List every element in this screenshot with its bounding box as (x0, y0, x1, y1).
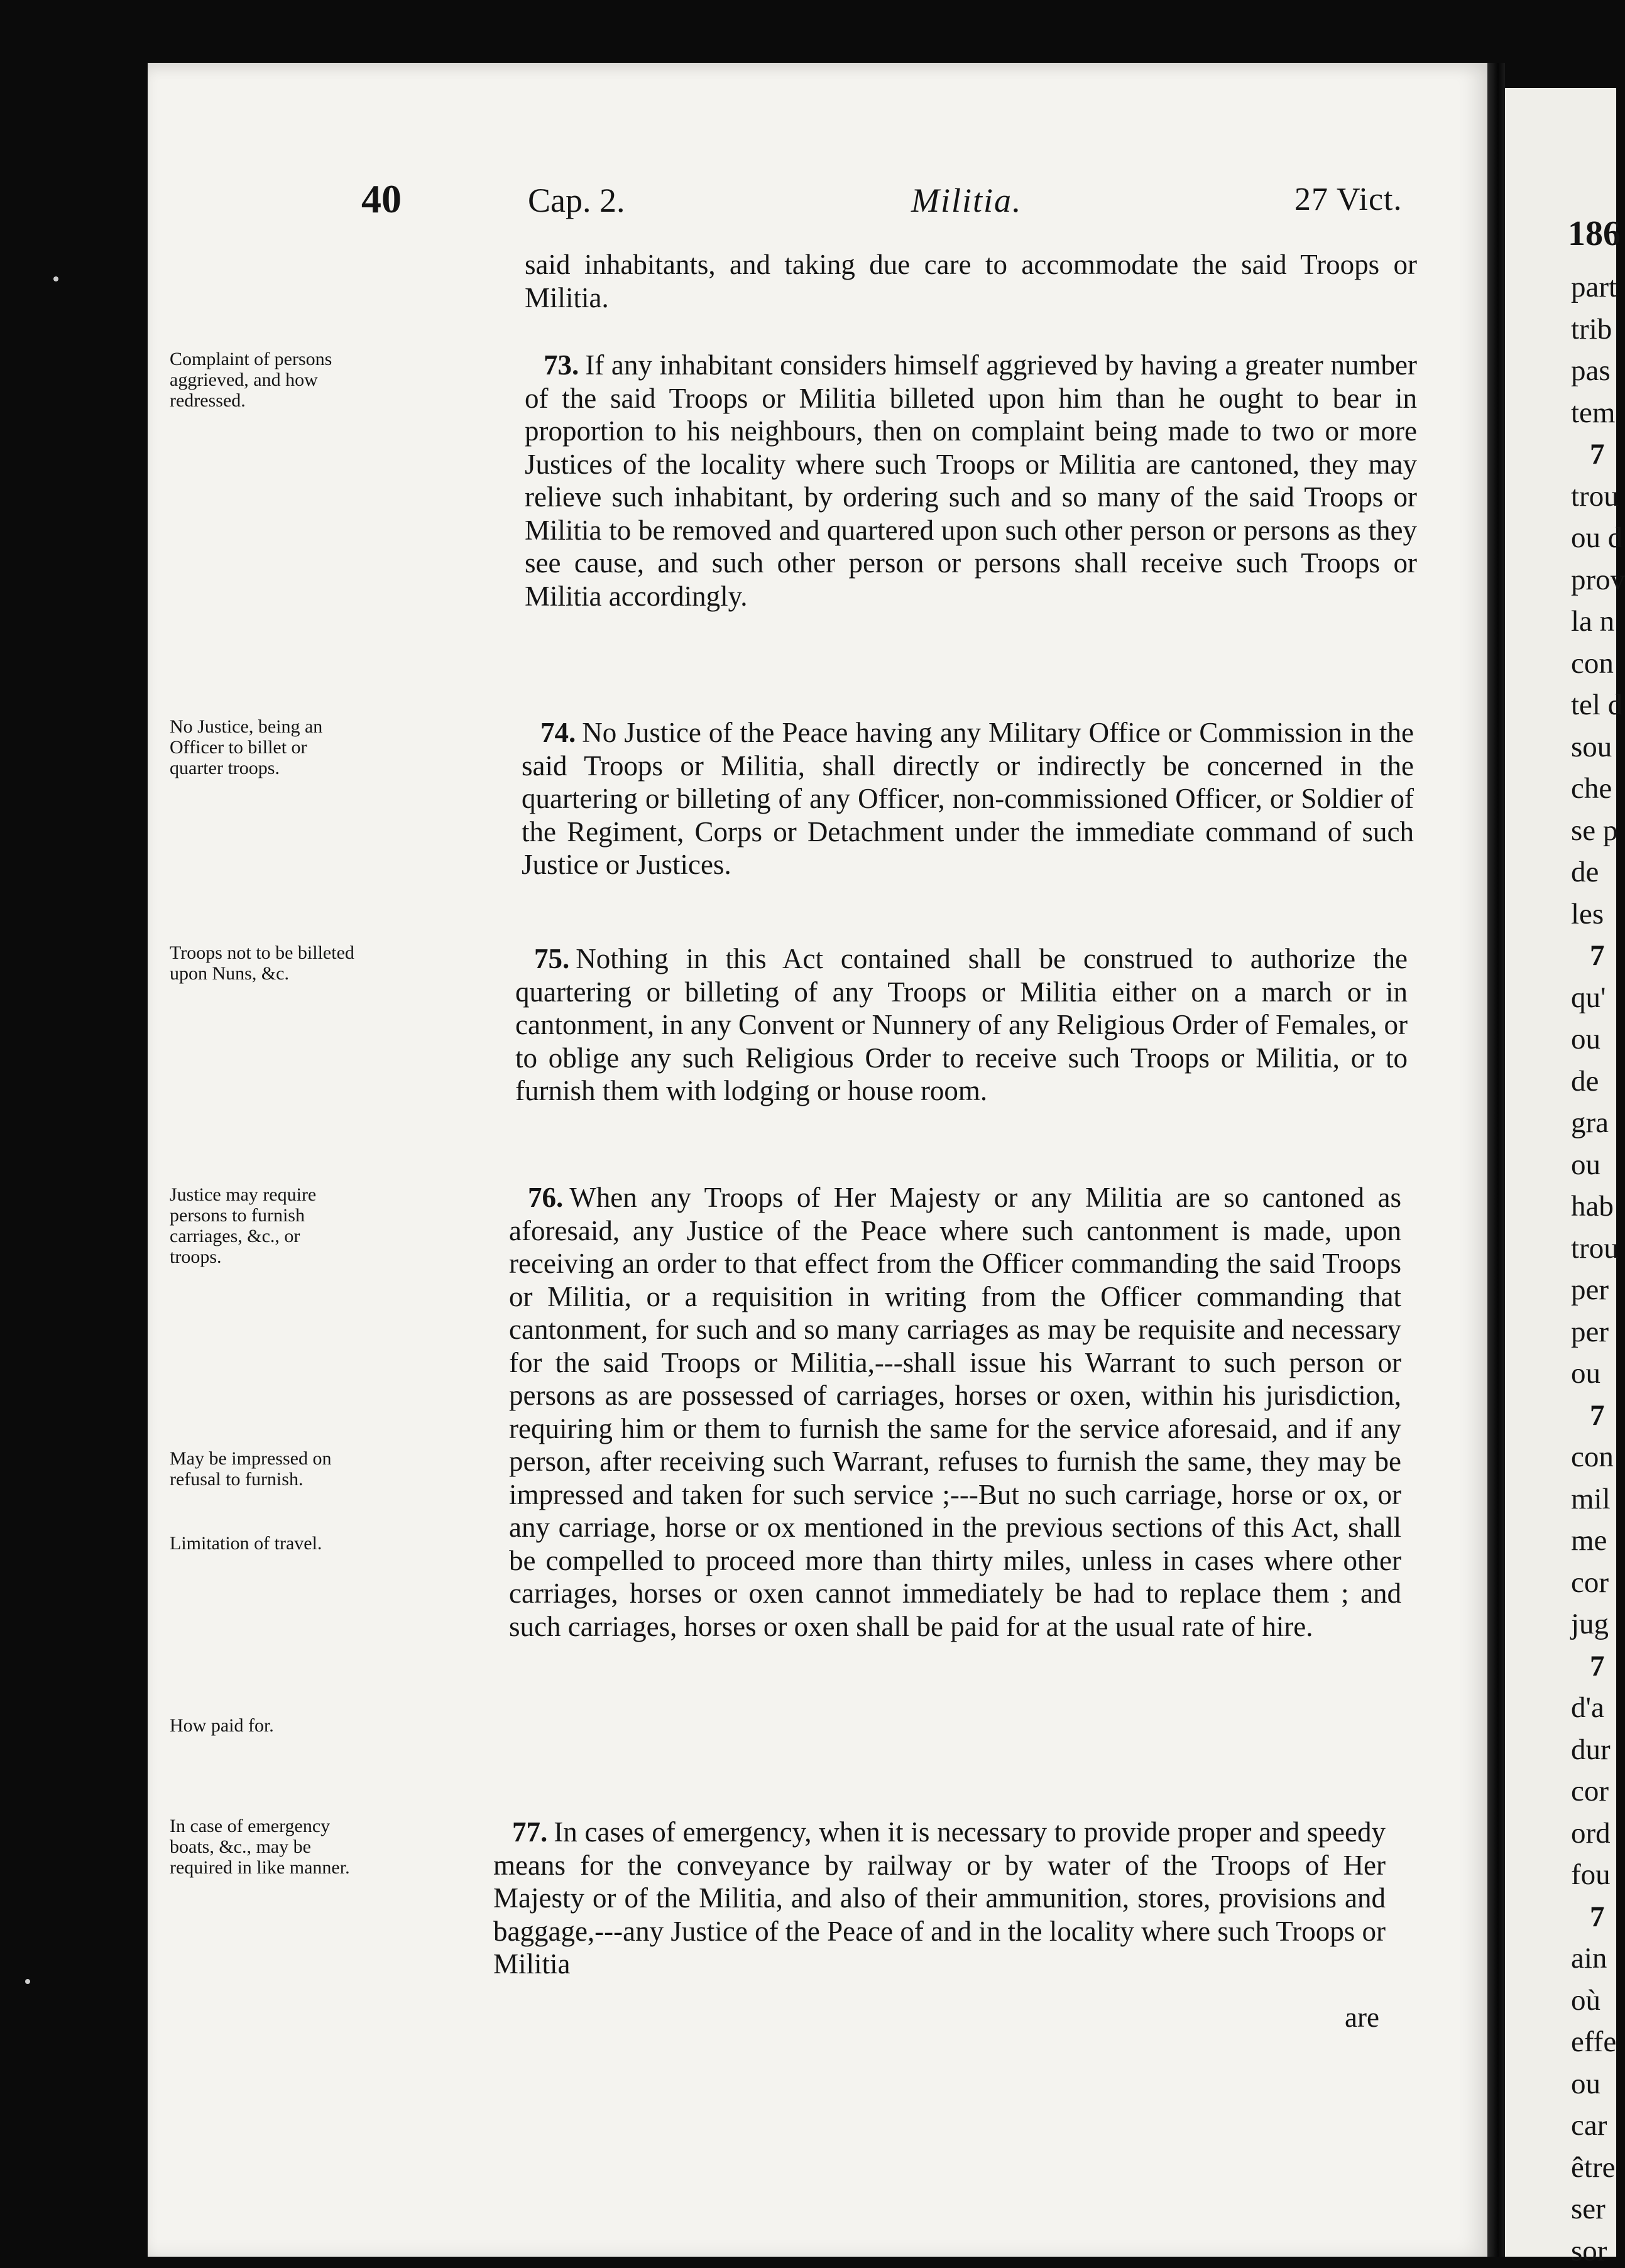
facing-page-line: 7 (1590, 1649, 1605, 1682)
facing-page-line: être (1571, 2151, 1616, 2184)
regnal-year: 27 Vict. (1294, 182, 1403, 217)
facing-page-line: cor (1571, 1775, 1609, 1807)
facing-page-line: ou (1571, 1023, 1600, 1055)
section-number: 76. (528, 1182, 564, 1213)
section-74 (522, 716, 1414, 881)
section-76 (509, 1181, 1401, 1643)
facing-page-line: hab (1571, 1190, 1614, 1223)
facing-page-line: fou (1571, 1858, 1611, 1891)
scan-speck (25, 1979, 30, 1984)
facing-page-line: mil (1571, 1482, 1611, 1515)
facing-page-line: ou (1571, 1148, 1600, 1181)
facing-page-line: per (1571, 1315, 1609, 1348)
facing-page-line: tel d (1571, 689, 1623, 721)
facing-page-line: sou (1571, 730, 1612, 763)
facing-page-line: où (1571, 1983, 1600, 2017)
facing-page-line: qu' (1571, 981, 1606, 1014)
margin-note-73: Complaint of persons aggrieved, and how redressed. (170, 349, 332, 411)
facing-page-line: trou (1571, 479, 1619, 513)
facing-page-line: ain (1571, 1942, 1607, 1975)
book-gutter (1487, 63, 1505, 2257)
facing-page-line: ou (1571, 1357, 1600, 1390)
running-title: Militia. (911, 182, 1022, 219)
facing-page-line: ser (1571, 2193, 1606, 2225)
facing-page-line: car (1571, 2109, 1607, 2142)
facing-page-line: ou d (1571, 521, 1623, 554)
facing-page-line: la n (1571, 605, 1615, 638)
facing-page-line: dur (1571, 1733, 1611, 1766)
facing-page-line: 7 (1590, 1900, 1605, 1933)
facing-page-line: che (1571, 772, 1612, 805)
facing-page-line: prov (1571, 563, 1625, 596)
section-77 (493, 1816, 1386, 1981)
facing-page-line: pas (1571, 354, 1611, 387)
facing-page-line: ord (1571, 1816, 1611, 1850)
margin-note-76-limitation: Limitation of travel. (170, 1533, 322, 1554)
margin-note-76-impressed: May be impressed on refusal to furnish. (170, 1448, 332, 1490)
facing-page-line: tem (1571, 396, 1616, 429)
facing-page-line: con (1571, 646, 1614, 680)
facing-page-line: 7 (1590, 939, 1605, 972)
book-page-right (1505, 88, 1625, 2267)
facing-page-line: gra (1571, 1106, 1609, 1139)
facing-page-line: ou (1571, 2067, 1600, 2100)
section-73 (525, 349, 1417, 613)
facing-page-line: me (1571, 1524, 1607, 1557)
margin-note-76: Justice may require persons to furnish carriages, &c., or troops. (170, 1184, 317, 1267)
facing-page-line: part (1571, 271, 1617, 303)
margin-note-74: No Justice, being an Officer to billet or quarter troops. (170, 716, 323, 778)
page-number: 40 (361, 177, 402, 221)
section-number: 73. (544, 349, 579, 381)
section-text: When any Troops of Her Majesty or any Militia are so cantoned as aforesaid, any Justice of the Peace where such cantonment is made, upon receiving an order to that effect from the Officer commanding the said Troops or Militia, or a requisition in writing from the Officer commanding that cantonment, for such and so many carriages as may be requisite and necessary for the said Troops or Militia,---shall issue his Warrant to such person or persons as are possessed of carriages, horses or oxen, within his jurisdiction, requiring him or them to furnish the same for the service aforesaid, and if any person, after receiving such Warrant, refuses to furnish the same, they may be impressed and taken for such service ;---But no such carriage, horse or ox, or any carriage, horse or ox mentioned in the previous sections of this Act, shall be compelled to proceed more than thirty miles, unless in cases where other carriages, horses or oxen cannot immediately be had to replace them ; and such carriages, horses or oxen shall be paid for at the usual rate of hire. (509, 1182, 1401, 1642)
facing-page-line: cor (1571, 1566, 1609, 1599)
margin-note-76-payment: How paid for. (170, 1715, 274, 1736)
margin-note-75: Troops not to be billeted upon Nuns, &c. (170, 942, 354, 984)
facing-page-line: de (1571, 1064, 1599, 1098)
facing-page-line: trib (1571, 312, 1612, 346)
facing-page-line: 7 (1590, 1398, 1605, 1432)
scan-speck (53, 276, 58, 281)
facing-page-line: sor (1571, 2234, 1607, 2267)
facing-page-line: trou (1571, 1231, 1619, 1265)
facing-page-line: 7 (1590, 438, 1605, 471)
facing-page-header-fragment: 186 (1568, 214, 1621, 253)
catchword: are (1345, 2002, 1379, 2033)
margin-note-77: In case of emergency boats, &c., may be required in like manner. (170, 1816, 350, 1878)
continued-paragraph: said inhabitants, and taking due care to accommodate the said Troops or Militia. (525, 249, 1417, 313)
facing-page-line: de (1571, 856, 1599, 888)
facing-page-line: d'a (1571, 1691, 1604, 1724)
running-header (148, 176, 1487, 232)
section-number: 77. (512, 1816, 548, 1848)
section-75 (515, 942, 1408, 1108)
section-text: If any inhabitant considers himself aggrieved by having a greater number of the said Troops or Militia billeted upon him than he ought to bear in proportion to his neighbours, then on complaint being made to two or more Justices of the locality where such Troops or Militia are cantoned, they may relieve such inhabitant, by ordering such and so many of the said Troops or Militia to be removed and quartered upon such other person or persons as they see cause, and such other person or persons shall receive such Troops or Militia accordingly. (525, 349, 1417, 612)
section-text: In cases of emergency, when it is necessary to provide proper and speedy means for the conveyance by railway or by water of the Troops of Her Majesty or of the Militia, and also of their ammunition, stores, provisions and baggage,---any Justice of the Peace of and in the locality where such Troops or Militia (493, 1816, 1386, 1980)
section-text: No Justice of the Peace having any Military Office or Commission in the said Troops or Militia, shall directly or indirectly be concerned in the quartering or billeting of any Officer, non-commissioned Officer, or Soldier of the Regiment, Corps or Detachment under the immediate command of such Justice or Justices. (522, 717, 1414, 880)
section-number: 74. (540, 717, 576, 748)
section-number: 75. (534, 943, 570, 974)
facing-page-line: per (1571, 1273, 1609, 1306)
facing-page-line: jug (1571, 1608, 1609, 1640)
chapter-label: Cap. 2. (528, 182, 625, 219)
facing-page-line: con (1571, 1441, 1614, 1473)
facing-page-line: les (1571, 897, 1604, 930)
section-text: Nothing in this Act contained shall be construed to authorize the quartering or billeting of any Troops or Militia either on a march or in cantonment, in any Convent or Nunnery of any Religious Order of Females, or to oblige any such Religious Order to receive such Troops or Militia, or to furnish them with lodging or house room. (515, 943, 1408, 1106)
facing-page-line: se p (1571, 814, 1618, 847)
facing-page-line: effe (1571, 2025, 1617, 2058)
